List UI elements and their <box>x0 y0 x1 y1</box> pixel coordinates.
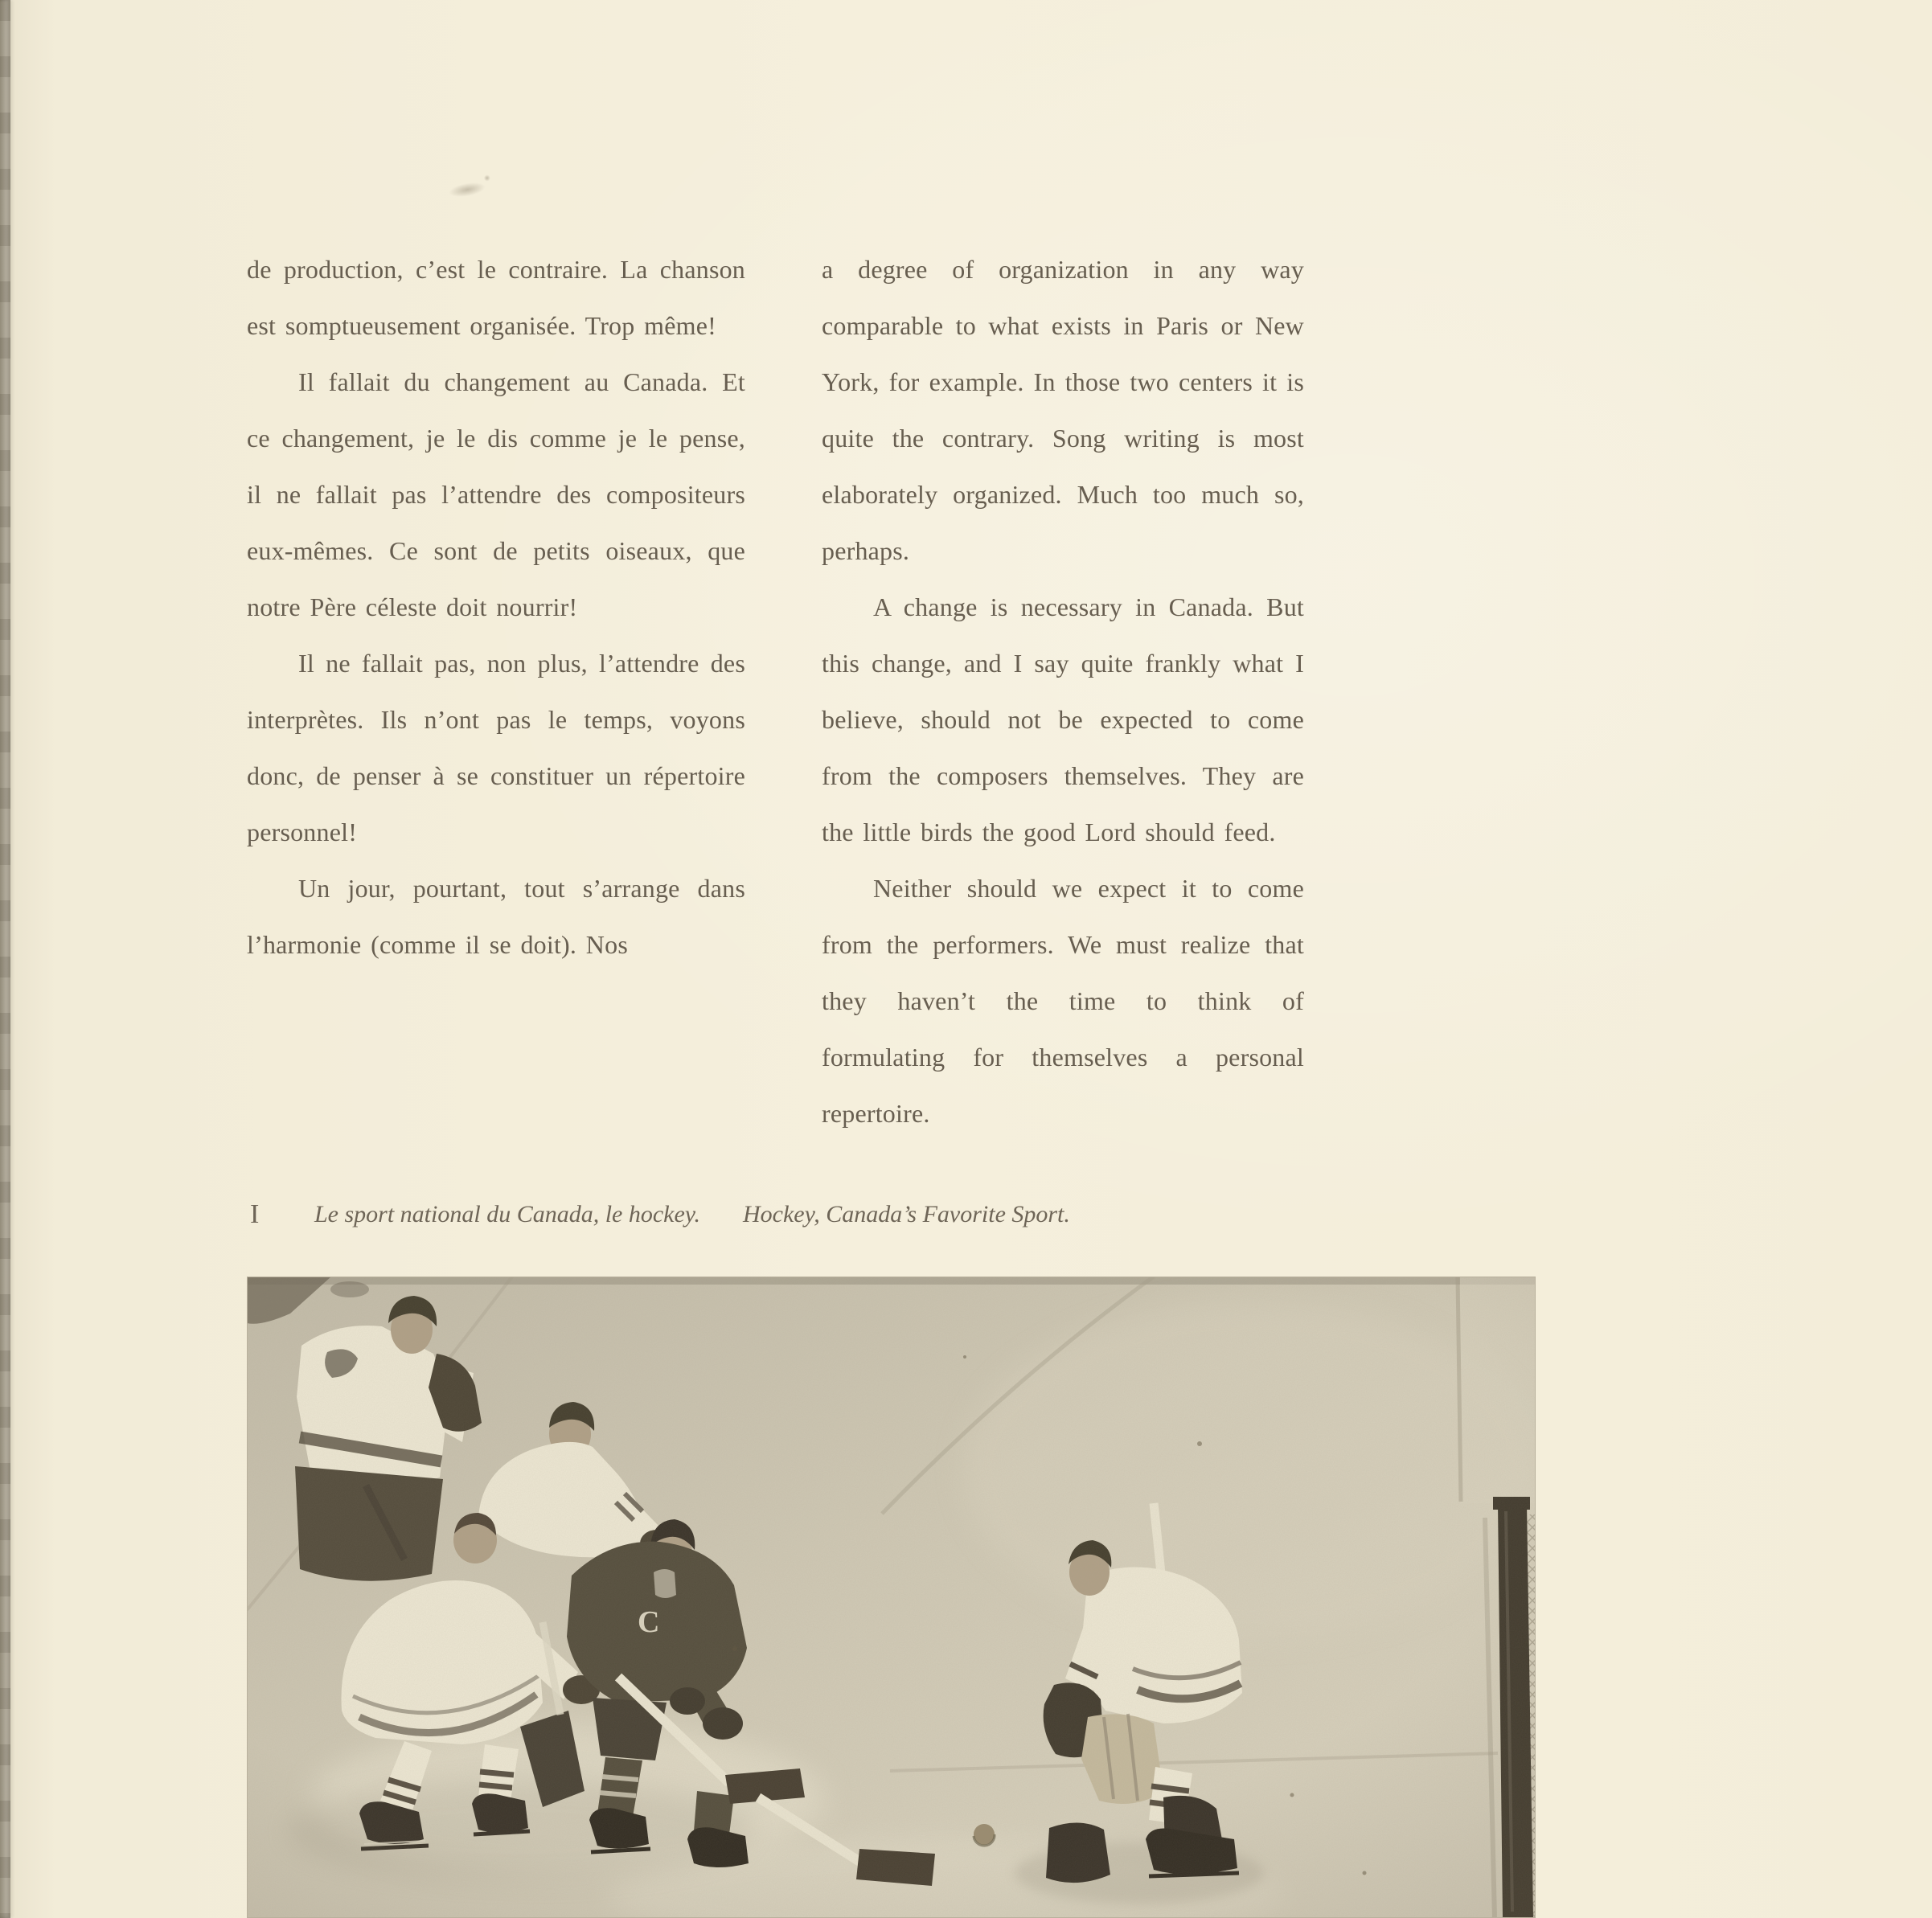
french-column <box>247 241 745 1141</box>
paragraph-en-2: A change is necessary in Canada. But this change, and I say quite frankly what I believe, should not be expected to come from the composers themselves. They are the little birds the good Lord should feed. <box>822 592 1304 846</box>
paragraph-en-1: a degree of organization in any way comparable to what exists in Paris or New York, for example. In those two centers it is quite the contrary. Song writing is most elaborately organized. Much too much so, perhaps. <box>822 255 1304 565</box>
text-columns <box>247 241 1304 1141</box>
paper-smudge <box>448 180 486 199</box>
page-binding-edge <box>0 0 10 1918</box>
paragraph-fr-4: Un jour, pourtant, tout s’arrange dans l’harmonie (comme il se doit). Nos <box>247 874 745 959</box>
figure-number: I <box>250 1199 260 1229</box>
paragraph-fr-2: Il fallait du changement au Canada. Et ce changement, je le dis comme je le pense, il ne fallait pas l’attendre des compositeurs eux-mêmes. Ce sont de petits oiseaux, que notre Père céleste doit nourrir! <box>247 367 745 621</box>
caption-english: Hockey, Canada’s Favorite Sport. <box>743 1201 1070 1227</box>
caption-french: Le sport national du Canada, le hockey. <box>314 1201 700 1227</box>
paragraph-fr-1: de production, c’est le contraire. La chanson est somptueusement organisée. Trop même! <box>247 255 745 340</box>
paragraph-en-3: Neither should we expect it to come from the performers. We must realize that they haven’t the time to think of formulating for themselves a personal repertoire. <box>822 874 1304 1128</box>
paragraph-fr-3: Il ne fallait pas, non plus, l’attendre des interprètes. Ils n’ont pas le temps, voyons donc, de penser à se constituer un répertoire personnel! <box>247 649 745 846</box>
photo-grain <box>247 1277 1536 1918</box>
english-column <box>822 241 1304 1141</box>
hockey-photo <box>247 1277 1536 1918</box>
figure-caption <box>247 1201 1536 1243</box>
